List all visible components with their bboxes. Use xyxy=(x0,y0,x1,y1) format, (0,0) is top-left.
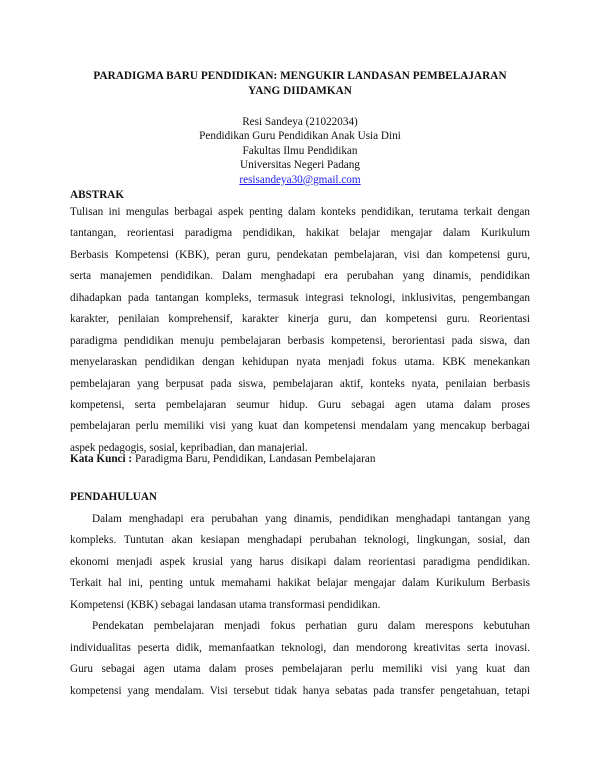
abstract-paragraph xyxy=(70,202,530,459)
keywords-text: Paradigma Baru, Pendidikan, Landasan Pembelajaran xyxy=(132,453,376,465)
abstract-line: kompetensi, serta pembelajaran seumur hidup. Guru sebagai agen utama dalam proses xyxy=(70,398,530,411)
abstract-line: pembelajaran perlu memiliki visi yang kuat dan kompetensi mendalam yang mencakup berbagai xyxy=(70,420,530,433)
abstract-line: Berbasis Kompetensi (KBK), peran guru, pendekatan pembelajaran, visi dan kompetensi guru, xyxy=(70,248,530,261)
title-line: PARADIGMA BARU PENDIDIKAN: MENGUKIR LANDASAN PEMBELAJARAN xyxy=(93,70,507,82)
intro-line: Kompetensi (KBK) sebagai landasan utama transformasi pendidikan. xyxy=(70,598,381,611)
intro-line: Dalam menghadapi era perubahan yang dinamis, pendidikan menghadapi tantangan yang xyxy=(92,513,530,525)
intro-line: individualitas peserta didik, memanfaatkan teknologi, dan mendorong kreativitas serta inovasi. xyxy=(70,641,530,654)
abstract-line: menyelaraskan pendidikan dengan kehidupan nyata menjadi fokus utama. KBK menekankan xyxy=(70,356,530,369)
abstract-line: tantangan, reorientasi paradigma pendidikan, hakikat belajar mengajar dalam Kurikulum xyxy=(70,227,530,240)
abstract-line: karakter, penilaian komprehensif, karakter kinerja guru, dan kompetensi guru. Reorientasi xyxy=(70,313,530,326)
intro-line: Pendekatan pembelajaran menjadi fokus perhatian guru dalam merespons kebutuhan xyxy=(92,620,530,633)
abstract-line: pembelajaran yang berpusat pada siswa, pembelajaran aktif, konteks nyata, penilaian berbasis xyxy=(70,377,530,390)
introduction-paragraph xyxy=(70,509,530,702)
abstract-heading: ABSTRAK xyxy=(70,189,125,201)
author-program: Pendidikan Guru Pendidikan Anak Usia Dini xyxy=(199,130,401,143)
author-block xyxy=(100,115,500,187)
abstract-line: Tulisan ini mengulas berbagai aspek penting dalam konteks pendidikan, terutama terkait dengan xyxy=(70,206,530,218)
introduction-heading: PENDAHULUAN xyxy=(70,491,158,503)
keywords-label: Kata Kunci : xyxy=(70,453,133,465)
intro-line: kompleks. Tuntutan akan kesiapan menghadapi perubahan teknologi, lingkungan, sosial, dan xyxy=(70,534,530,547)
author-name: Resi Sandeya (21022034) xyxy=(242,116,358,128)
title-line: YANG DIIDAMKAN xyxy=(248,84,352,97)
author-university: Universitas Negeri Padang xyxy=(240,159,360,172)
abstract-line: dihadapkan pada tantangan kompleks, termasuk integrasi teknologi, inklusivitas, pengembangan xyxy=(70,291,530,304)
author-email-link[interactable]: resisandeya30@gmail.com xyxy=(239,173,361,186)
intro-line: ekonomi menjadi aspek krusial yang harus disikapi dalam reorientasi paradigma pendidikan. xyxy=(70,555,530,568)
paper-title xyxy=(70,69,530,98)
intro-line: kompetensi yang mendalam. Visi tersebut tidak hanya sebatas pada transfer pengetahuan, tetapi xyxy=(70,684,530,697)
abstract-line: aspek pedagogis, sosial, kepribadian, dan manajerial. xyxy=(70,441,308,454)
intro-line: Guru sebagai agen utama dalam proses pembelajaran perlu memiliki visi yang kuat dan xyxy=(70,663,530,676)
author-faculty: Fakultas Ilmu Pendidikan xyxy=(242,144,358,157)
abstract-line: paradigma pendidikan menuju pembelajaran berbasis kompetensi, berorientasi pada siswa, dan xyxy=(70,334,530,347)
intro-line: Terkait hal ini, penting untuk memahami hakikat belajar mengajar dalam Kurikulum Berbasis xyxy=(70,577,530,590)
keywords xyxy=(70,453,375,465)
abstract-line: serta manajemen pendidikan. Dalam menghadapi era perubahan yang dinamis, pendidikan xyxy=(70,270,530,283)
